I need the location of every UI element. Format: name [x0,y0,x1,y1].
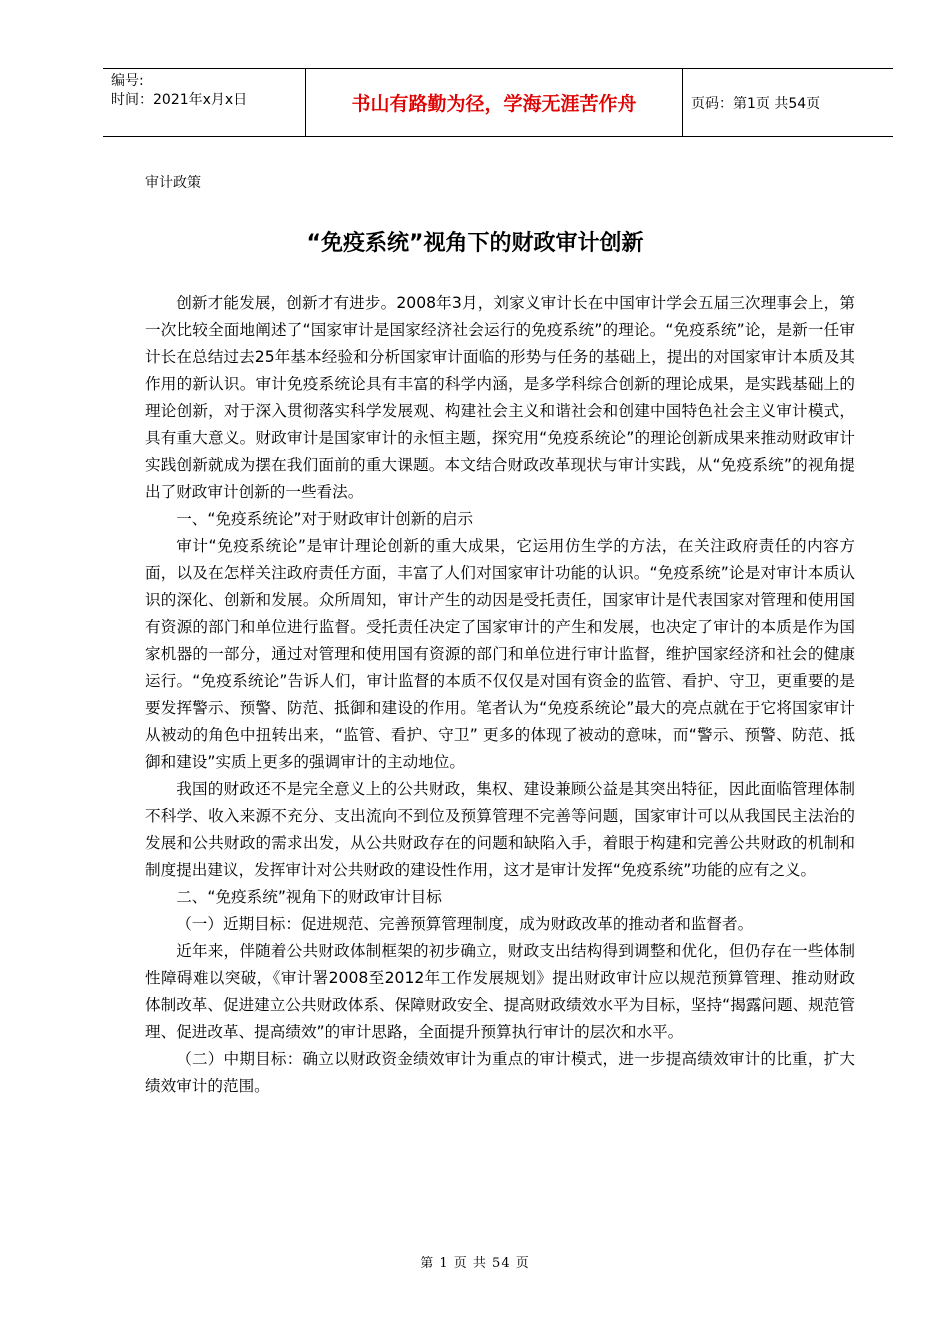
paragraph-intro: 创新才能发展，创新才有进步。2008年3月，刘家义审计长在中国审计学会五届三次理事会上，第一次比较全面地阐述了“国家审计是国家经济社会运行的免疫系统”的理论。“免疫系统”论，是新一任审计长在总结过去25年基本经验和分析国家审计面临的形势与任务的基础上，提出的对国家审计本质及其作用的新认识。审计免疫系统论具有丰富的科学内涵，是多学科综合创新的理论成果，是实践基础上的理论创新，对于深入贯彻落实科学发展观、构建社会主义和谐社会和创建中国特色社会主义审计模式，具有重大意义。财政审计是国家审计的永恒主题，探究用“免疫系统论”的理论创新成果来推动财政审计实践创新就成为摆在我们面前的重大课题。本文结合财政改革现状与审计实践，从“免疫系统”的视角提出了财政审计创新的一些看法。 [145,294,855,501]
header-motto: 书山有路勤为径，学海无涯苦作舟 [305,69,683,136]
page-footer: 第 1 页 共 54 页 [420,1256,530,1271]
heading-section-1: 一、“免疫系统论”对于财政审计创新的启示 [176,510,474,528]
paragraph: 我国的财政还不是完全意义上的公共财政，集权、建设兼顾公益是其突出特征，因此面临管理体制不科学、收入来源不充分、支出流向不到位及预算管理不完善等问题，国家审计可以从我国民主法治的发展和公共财政的需求出发，从公共财政存在的问题和缺陷入手，着眼于构建和完善公共财政的机制和制度提出建议，发挥审计对公共财政的建设性作用，这才是审计发挥“免疫系统”功能的应有之义。 [145,780,855,879]
header-page-label: 页码：第1页 共54页 [691,95,821,112]
document-title: “免疫系统”视角下的财政审计创新 [306,231,644,256]
subheading-mid-term: （二）中期目标：确立以财政资金绩效审计为重点的审计模式，进一步提高绩效审计的比重，扩大绩效审计的范围。 [145,1050,855,1095]
page-header [103,68,893,137]
heading-section-2: 二、“免疫系统”视角下的财政审计目标 [176,888,442,906]
number-label: 编号: [111,73,144,89]
paragraph: 近年来，伴随着公共财政体制框架的初步确立，财政支出结构得到调整和优化，但仍存在一些体制性障碍难以突破，《审计署2008至2012年工作发展规划》提出财政审计应以规范预算管理、推动财政体制改革、促进建立公共财政体系、保障财政安全、提高财政绩效水平为目标，坚持“揭露问题、规范管理、促进改革、提高绩效”的审计思路，全面提升预算执行审计的层次和水平。 [145,942,855,1041]
header-meta [103,69,305,136]
subheading-near-term: （一）近期目标：促进规范、完善预算管理制度，成为财政改革的推动者和监督者。 [176,915,754,933]
section-tag: 审计政策 [145,175,201,191]
time-label: 时间：2021年x月x日 [111,92,248,108]
paragraph: 审计“免疫系统论”是审计理论创新的重大成果，它运用仿生学的方法，在关注政府责任的内容方面，以及在怎样关注政府责任方面，丰富了人们对国家审计功能的认识。“免疫系统”论是对审计本质认识的深化、创新和发展。众所周知，审计产生的动因是受托责任，国家审计是代表国家对管理和使用国有资源的部门和单位进行监督。受托责任决定了国家审计的产生和发展，也决定了审计的本质是作为国家机器的一部分，通过对管理和使用国有资源的部门和单位进行审计监督，维护国家经济和社会的健康运行。“免疫系统论”告诉人们，审计监督的本质不仅仅是对国有资金的监管、看护、守卫，更重要的是要发挥警示、预警、防范、抵御和建设的作用。笔者认为“免疫系统论”最大的亮点就在于它将国家审计从被动的角色中扭转出来，“监管、看护、守卫” 更多的体现了被动的意味，而“警示、预警、防范、抵御和建设”实质上更多的强调审计的主动地位。 [145,537,855,771]
document-body [145,290,855,1100]
